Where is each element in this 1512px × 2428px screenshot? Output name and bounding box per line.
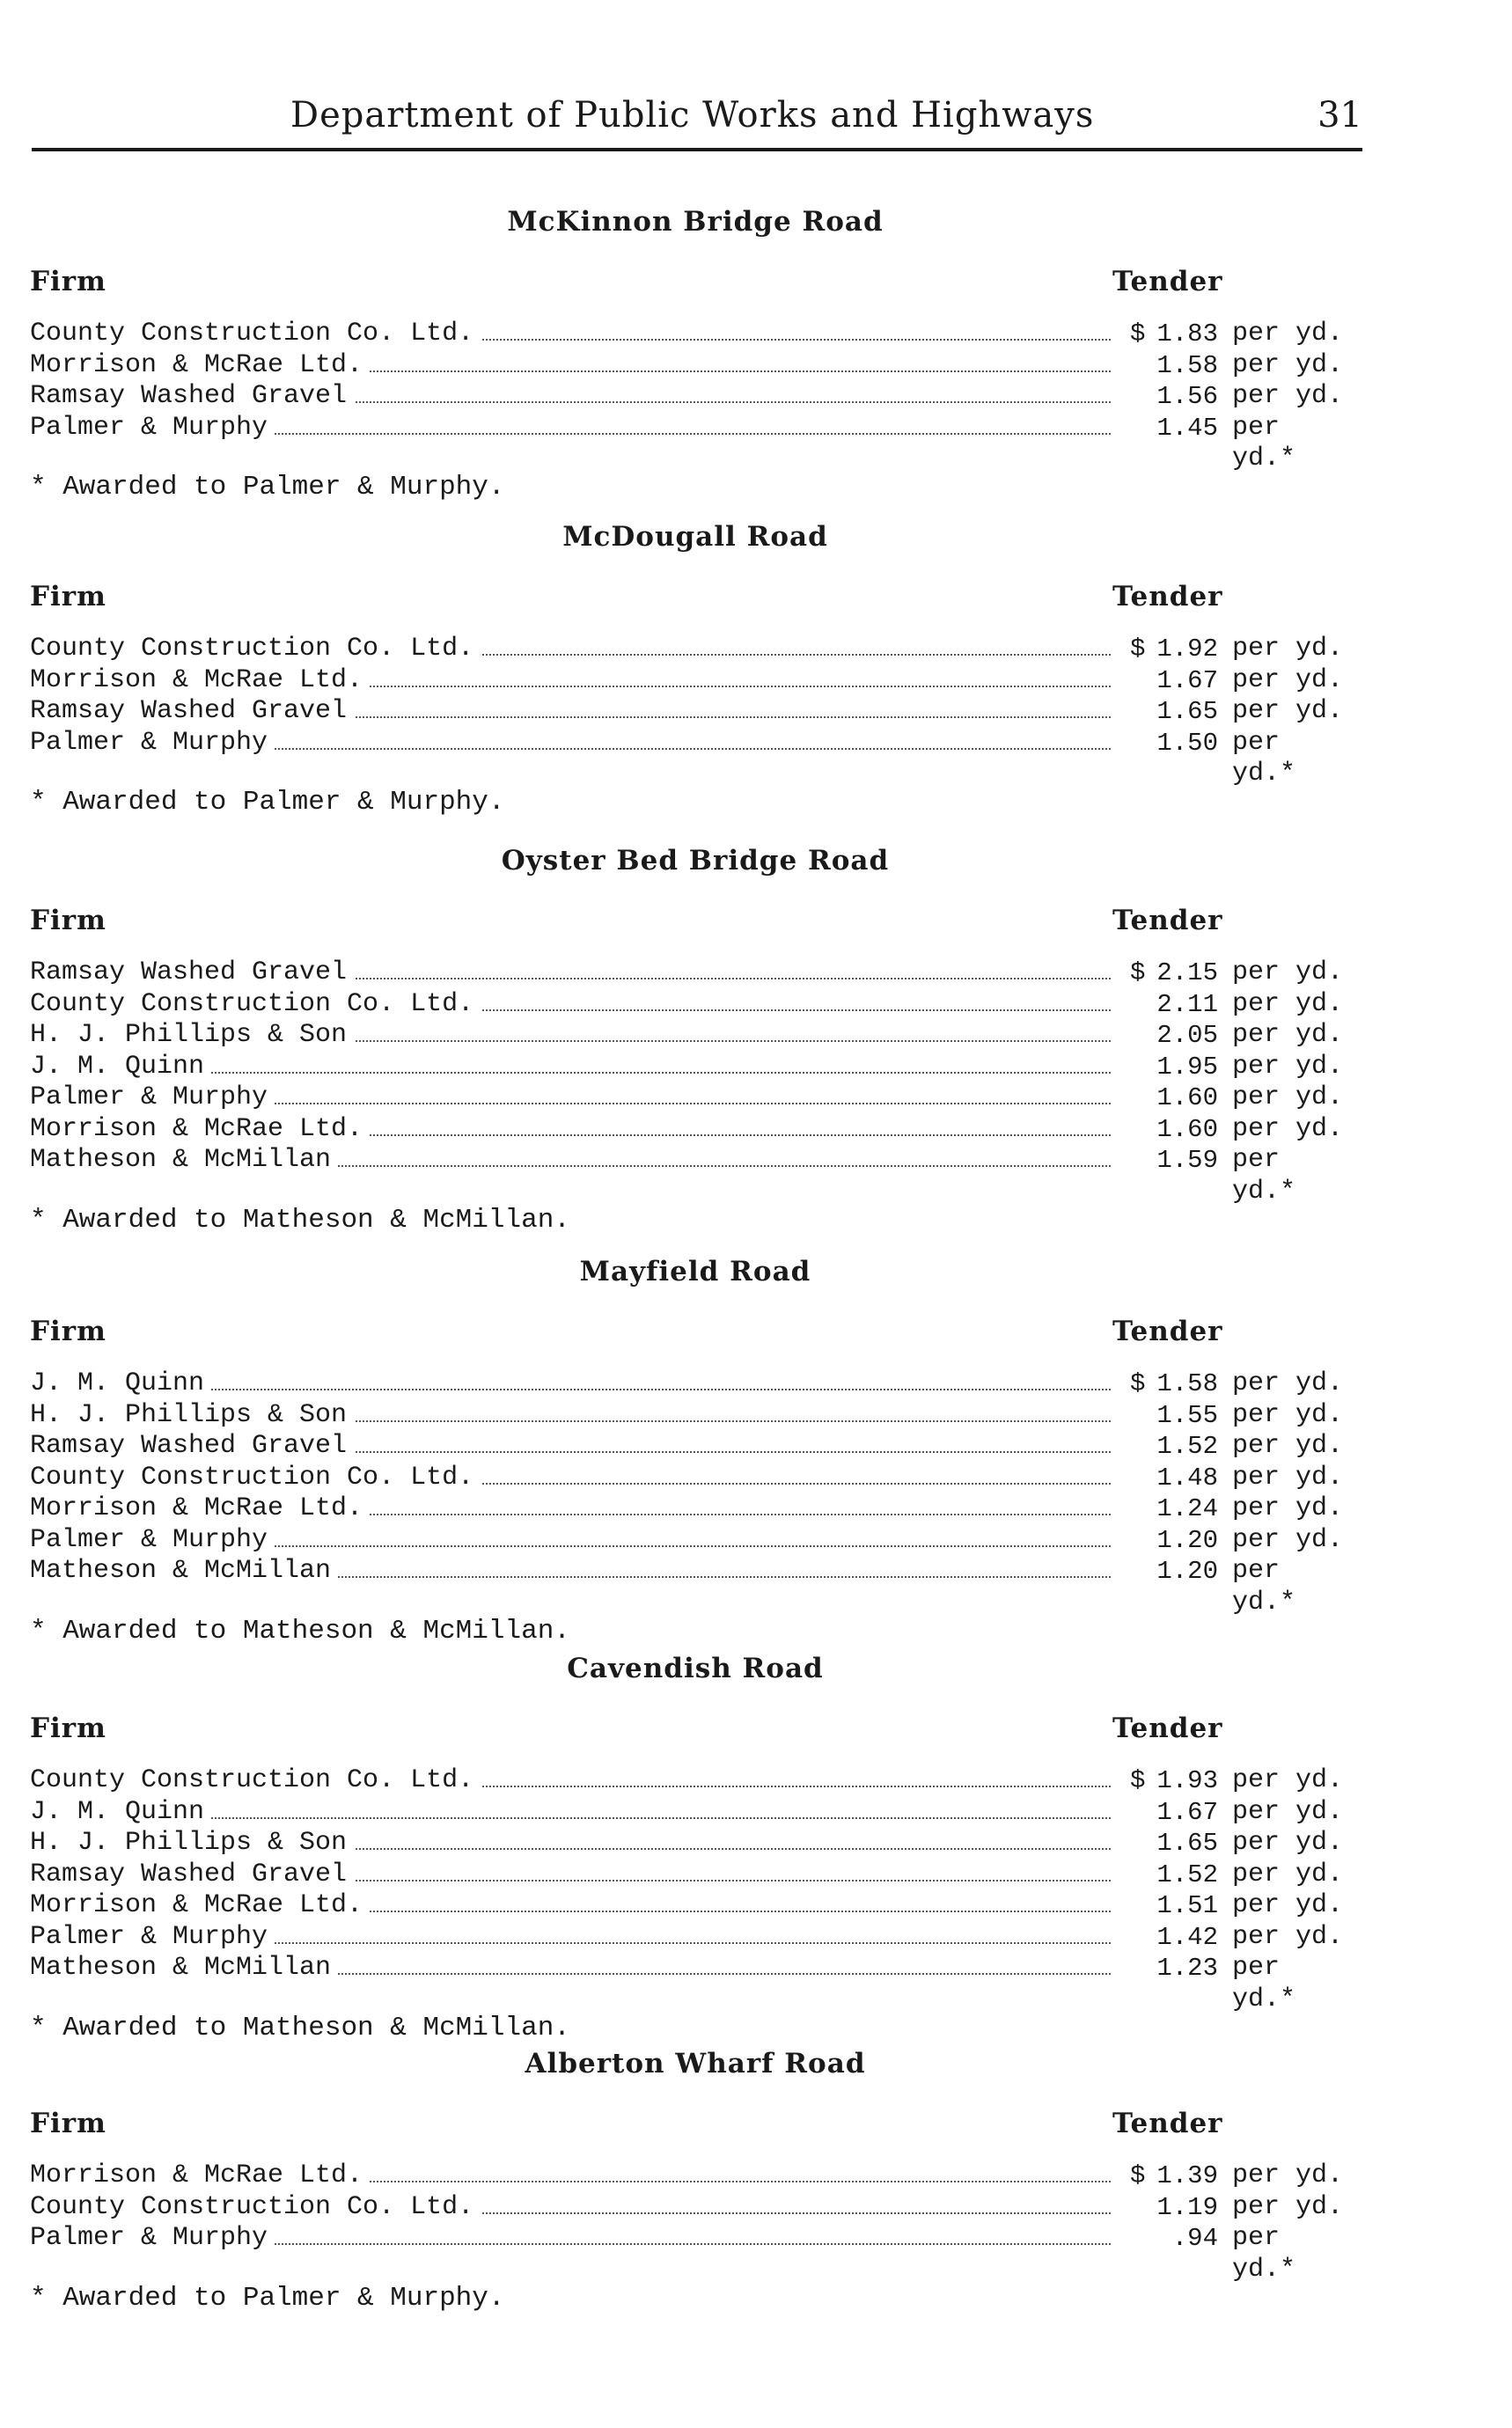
- tender-unit: per yd.: [1232, 1493, 1344, 1523]
- tender-amount: 1.93: [1156, 1766, 1218, 1795]
- tender-row: [26, 2192, 1347, 2224]
- tender-unit: per yd.: [1232, 349, 1344, 380]
- tender-section: [26, 2046, 1347, 2316]
- firm-name: J. M. Quinn: [30, 1052, 211, 1083]
- tender-unit: per yd.: [1232, 1462, 1344, 1493]
- firm-name: J. M. Quinn: [30, 1368, 211, 1400]
- page-header: [32, 95, 1362, 151]
- tender-unit: per yd.: [1232, 664, 1344, 695]
- tender-amount: 1.45: [1156, 413, 1218, 443]
- tender-row: [26, 1922, 1347, 1954]
- award-note: * Awarded to Palmer & Murphy.: [30, 787, 505, 818]
- tender-unit: per yd.: [1232, 1082, 1344, 1112]
- award-note: * Awarded to Palmer & Murphy.: [30, 2282, 505, 2314]
- tender-row: [26, 1114, 1347, 1146]
- tender-row: [26, 1860, 1347, 1891]
- column-header-tender: Tender: [1112, 581, 1223, 613]
- column-headers: [26, 2108, 1347, 2143]
- column-header-firm: Firm: [30, 266, 106, 297]
- firm-name: Ramsay Washed Gravel: [30, 381, 354, 413]
- tender-unit: per yd.: [1232, 1431, 1344, 1461]
- tender-amount: 1.52: [1156, 1432, 1218, 1461]
- firm-name: Matheson & McMillan: [30, 1556, 338, 1588]
- tender-amount: 2.05: [1156, 1021, 1218, 1050]
- firm-name: Ramsay Washed Gravel: [30, 957, 354, 989]
- tender-row: [26, 1765, 1347, 1797]
- tender-unit: per yd.: [1232, 1113, 1344, 1144]
- tender-list: [26, 2160, 1347, 2285]
- dollar-sign: $: [1130, 1369, 1146, 1398]
- tender-section: [26, 843, 1347, 1238]
- tender-row: [26, 2223, 1347, 2285]
- tender-unit: per yd.: [1232, 2191, 1344, 2222]
- tender-unit: per yd.*: [1232, 1953, 1296, 2014]
- tender-unit: per yd.: [1232, 1828, 1344, 1858]
- firm-name: Palmer & Murphy: [30, 2223, 275, 2255]
- tender-unit: per yd.: [1232, 1051, 1344, 1082]
- firm-name: County Construction Co. Ltd.: [30, 1765, 481, 1797]
- tender-row: [26, 1082, 1347, 1114]
- firm-name: Palmer & Murphy: [30, 1922, 275, 1954]
- tender-row: [26, 727, 1347, 789]
- firm-name: H. J. Phillips & Son: [30, 1828, 354, 1860]
- section-title: Alberton Wharf Road: [525, 2048, 866, 2080]
- tender-row: [26, 634, 1347, 665]
- tender-row: [26, 1463, 1347, 1494]
- firm-name: County Construction Co. Ltd.: [30, 634, 481, 665]
- tender-amount: 1.92: [1156, 635, 1218, 664]
- tender-row: [26, 1052, 1347, 1083]
- column-header-firm: Firm: [30, 1713, 106, 1744]
- column-header-tender: Tender: [1112, 2108, 1223, 2139]
- tender-row: [26, 1020, 1347, 1052]
- tender-row: [26, 319, 1347, 350]
- firm-name: J. M. Quinn: [30, 1797, 211, 1829]
- tender-amount: 1.58: [1156, 350, 1218, 380]
- tender-row: [26, 1525, 1347, 1557]
- tender-unit: per yd.: [1232, 1765, 1344, 1795]
- firm-name: County Construction Co. Ltd.: [30, 989, 481, 1021]
- column-header-tender: Tender: [1112, 905, 1223, 936]
- tender-row: [26, 350, 1347, 382]
- tender-amount: 1.65: [1156, 697, 1218, 726]
- tender-row: [26, 989, 1347, 1021]
- tender-amount: 2.15: [1156, 958, 1218, 987]
- tender-row: [26, 1556, 1347, 1617]
- tender-amount: 1.58: [1156, 1369, 1218, 1398]
- tender-section: [26, 1254, 1347, 1649]
- tender-row: [26, 381, 1347, 413]
- firm-name: Ramsay Washed Gravel: [30, 696, 354, 728]
- tender-row: [26, 1145, 1347, 1207]
- tender-list: [26, 634, 1347, 789]
- tender-unit: per yd.: [1232, 319, 1344, 348]
- tender-list: [26, 319, 1347, 473]
- tender-section: [26, 1651, 1347, 2046]
- firm-name: H. J. Phillips & Son: [30, 1020, 354, 1052]
- firm-name: Matheson & McMillan: [30, 1953, 338, 1984]
- firm-name: Palmer & Murphy: [30, 413, 275, 444]
- column-header-firm: Firm: [30, 1316, 106, 1347]
- tender-amount: 1.51: [1156, 1891, 1218, 1920]
- tender-amount: 1.55: [1156, 1400, 1218, 1430]
- tender-amount: 1.19: [1156, 2192, 1218, 2222]
- tender-amount: 1.20: [1156, 1525, 1218, 1555]
- tender-unit: per yd.*: [1232, 1556, 1296, 1617]
- tender-row: [26, 696, 1347, 728]
- tender-amount: 1.52: [1156, 1860, 1218, 1889]
- tender-row: [26, 665, 1347, 697]
- tender-row: [26, 1400, 1347, 1432]
- tender-section: [26, 204, 1347, 505]
- tender-amount: 1.95: [1156, 1052, 1218, 1082]
- section-title: Mayfield Road: [579, 1256, 811, 1287]
- tender-unit: per yd.: [1232, 1890, 1344, 1920]
- column-headers: [26, 581, 1347, 616]
- tender-row: [26, 1953, 1347, 2014]
- tender-unit: per yd.: [1232, 1368, 1344, 1398]
- tender-row: [26, 1493, 1347, 1525]
- tender-unit: per yd.: [1232, 988, 1344, 1019]
- tender-amount: 1.67: [1156, 1797, 1218, 1827]
- tender-row: [26, 2160, 1347, 2192]
- award-note: * Awarded to Matheson & McMillan.: [30, 1615, 570, 1647]
- tender-row: [26, 1797, 1347, 1829]
- tender-list: [26, 1765, 1347, 2014]
- firm-name: County Construction Co. Ltd.: [30, 1463, 481, 1494]
- tender-unit: per yd.: [1232, 1524, 1344, 1555]
- dollar-sign: $: [1130, 2161, 1146, 2190]
- tender-unit: per yd.: [1232, 696, 1344, 726]
- column-header-tender: Tender: [1112, 266, 1223, 297]
- tender-unit: per yd.: [1232, 1020, 1344, 1050]
- tender-row: [26, 1828, 1347, 1860]
- tender-amount: 1.20: [1156, 1557, 1218, 1586]
- firm-name: Morrison & McRae Ltd.: [30, 1114, 370, 1146]
- section-title: Cavendish Road: [567, 1653, 824, 1684]
- dollar-sign: $: [1130, 635, 1146, 664]
- tender-unit: per yd.: [1232, 957, 1344, 987]
- firm-name: Palmer & Murphy: [30, 1525, 275, 1557]
- tender-amount: 1.60: [1156, 1083, 1218, 1112]
- tender-unit: per yd.*: [1232, 727, 1296, 789]
- tender-amount: 2.11: [1156, 989, 1218, 1019]
- award-note: * Awarded to Palmer & Murphy.: [30, 472, 505, 502]
- firm-name: County Construction Co. Ltd.: [30, 319, 481, 350]
- tender-row: [26, 1890, 1347, 1922]
- section-title: Oyster Bed Bridge Road: [501, 845, 890, 877]
- tender-amount: 1.48: [1156, 1463, 1218, 1493]
- tender-unit: per yd.: [1232, 1399, 1344, 1430]
- tender-amount: 1.39: [1156, 2161, 1218, 2190]
- column-headers: [26, 1316, 1347, 1351]
- firm-name: Palmer & Murphy: [30, 728, 275, 759]
- column-headers: [26, 905, 1347, 940]
- tender-unit: per yd.: [1232, 2160, 1344, 2190]
- tender-amount: 1.24: [1156, 1494, 1218, 1523]
- tender-amount: 1.23: [1156, 1954, 1218, 1983]
- tender-unit: per yd.: [1232, 1859, 1344, 1889]
- dollar-sign: $: [1130, 319, 1146, 348]
- section-title: McKinnon Bridge Road: [507, 206, 884, 238]
- tender-amount: 1.60: [1156, 1114, 1218, 1144]
- tender-amount: 1.67: [1156, 665, 1218, 695]
- firm-name: Morrison & McRae Ltd.: [30, 350, 370, 382]
- firm-name: Matheson & McMillan: [30, 1145, 338, 1177]
- tender-amount: 1.42: [1156, 1922, 1218, 1952]
- tender-amount: 1.56: [1156, 382, 1218, 411]
- firm-name: Ramsay Washed Gravel: [30, 1431, 354, 1463]
- column-headers: [26, 266, 1347, 301]
- column-header-firm: Firm: [30, 581, 106, 613]
- tender-unit: per yd.*: [1232, 1145, 1296, 1207]
- firm-name: Palmer & Murphy: [30, 1082, 275, 1114]
- award-note: * Awarded to Matheson & McMillan.: [30, 2012, 570, 2043]
- tender-section: [26, 519, 1347, 820]
- tender-amount: .94: [1171, 2224, 1218, 2253]
- firm-name: Morrison & McRae Ltd.: [30, 1493, 370, 1525]
- firm-name: Morrison & McRae Ltd.: [30, 665, 370, 697]
- tender-row: [26, 1431, 1347, 1463]
- tender-list: [26, 957, 1347, 1207]
- dollar-sign: $: [1130, 958, 1146, 987]
- tender-unit: per yd.: [1232, 1796, 1344, 1827]
- tender-amount: 1.83: [1156, 319, 1218, 348]
- column-header-tender: Tender: [1112, 1713, 1223, 1744]
- tender-unit: per yd.: [1232, 381, 1344, 411]
- column-headers: [26, 1713, 1347, 1748]
- column-header-firm: Firm: [30, 2108, 106, 2139]
- tender-unit: per yd.*: [1232, 412, 1296, 473]
- tender-list: [26, 1368, 1347, 1617]
- tender-row: [26, 1368, 1347, 1400]
- dollar-sign: $: [1130, 1766, 1146, 1795]
- tender-unit: per yd.: [1232, 1921, 1344, 1952]
- section-title: McDougall Road: [562, 521, 828, 553]
- firm-name: Morrison & McRae Ltd.: [30, 1890, 370, 1922]
- firm-name: H. J. Phillips & Son: [30, 1400, 354, 1432]
- tender-amount: 1.59: [1156, 1146, 1218, 1175]
- firm-name: County Construction Co. Ltd.: [30, 2192, 481, 2224]
- tender-amount: 1.50: [1156, 728, 1218, 758]
- tender-amount: 1.65: [1156, 1829, 1218, 1858]
- column-header-tender: Tender: [1112, 1316, 1223, 1347]
- tender-unit: per yd.: [1232, 634, 1344, 664]
- award-note: * Awarded to Matheson & McMillan.: [30, 1204, 570, 1236]
- tender-row: [26, 957, 1347, 989]
- tender-row: [26, 412, 1347, 473]
- page-number: 31: [1317, 95, 1362, 136]
- header-title: Department of Public Works and Highways: [290, 95, 1095, 136]
- firm-name: Ramsay Washed Gravel: [30, 1860, 354, 1891]
- tender-unit: per yd.*: [1232, 2223, 1296, 2285]
- firm-name: Morrison & McRae Ltd.: [30, 2160, 370, 2192]
- column-header-firm: Firm: [30, 905, 106, 936]
